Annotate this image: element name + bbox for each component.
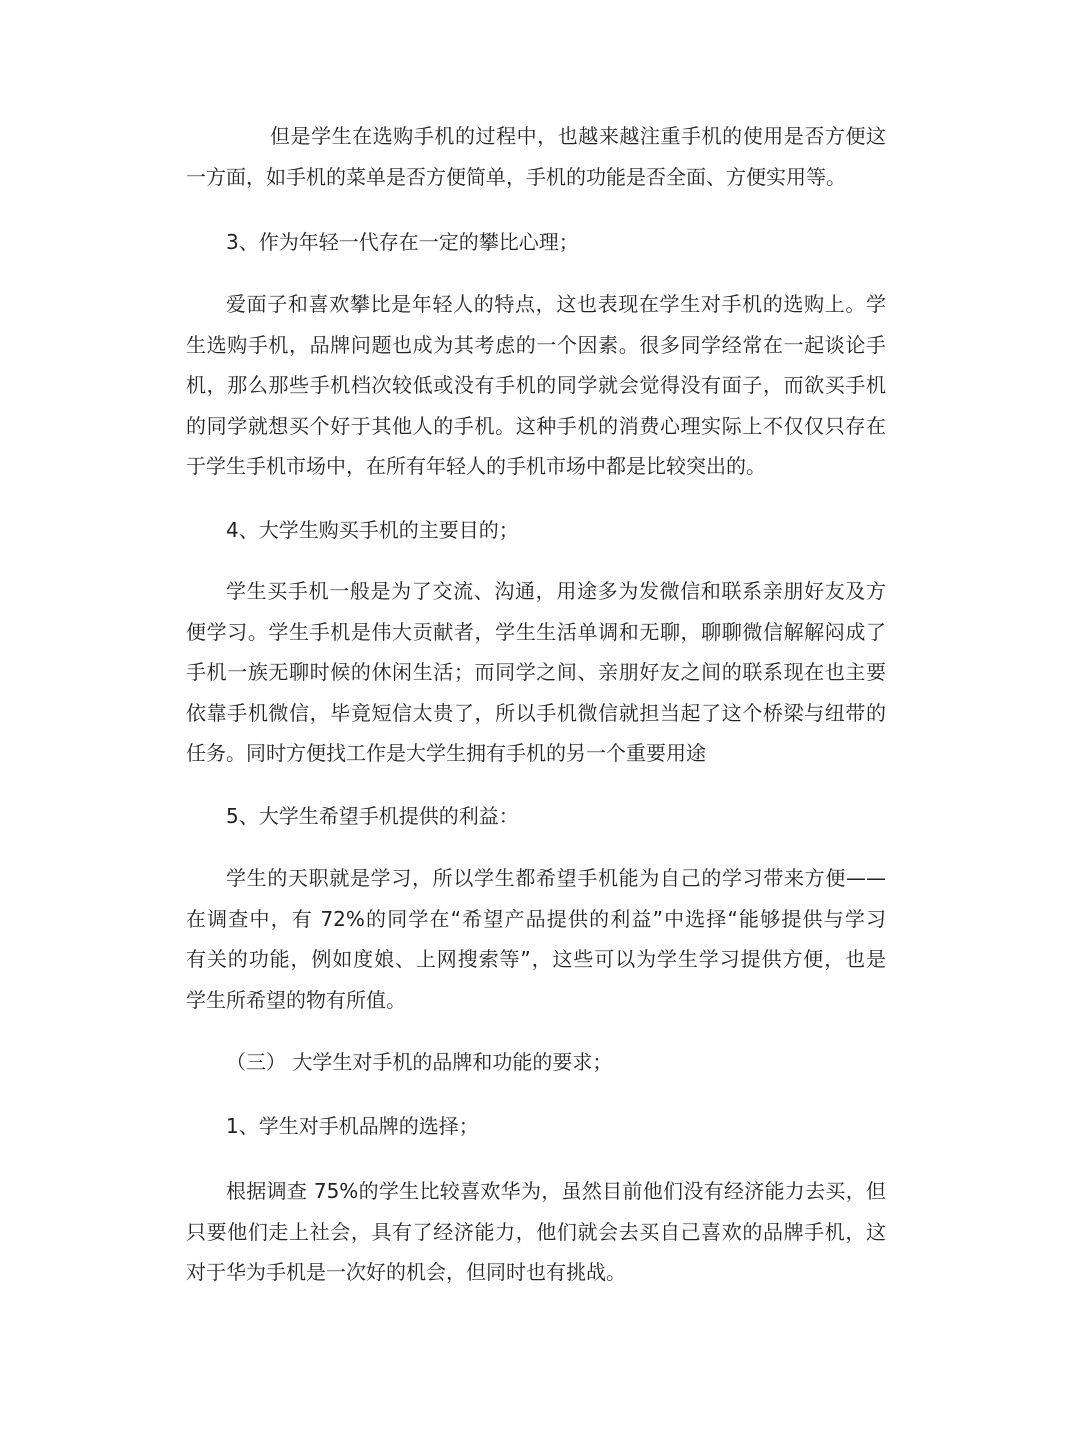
text-line: 一方面，如手机的菜单是否方便简单，手机的功能是否全面、方便实用等。 [186,164,846,189]
text-line: 便学习。学生手机是伟大贡献者，学生生活单调和无聊，聊聊微信解解闷成了 [186,619,886,644]
text-line: 依靠手机微信，毕竟短信太贵了，所以手机微信就担当起了这个桥梁与纽带的 [186,700,886,725]
paragraph-purchase-purpose [186,571,886,774]
paragraph-brand-choice [186,1171,886,1293]
text-line: 在调查中，有 72%的同学在“希望产品提供的利益”中选择“能够提供与学习 [186,906,886,931]
text-line: 爱面子和喜欢攀比是年轻人的特点，这也表现在学生对手机的选购上。学 [226,292,886,316]
paragraph-expected-benefits [186,858,886,1020]
heading-brand-choice: 1、学生对手机品牌的选择； [226,1114,479,1138]
heading-comparison-psychology: 3、作为年轻一代存在一定的攀比心理； [226,230,579,254]
text-line: 的同学就想买个好于其他人的手机。这种手机的消费心理实际上不仅仅只存在 [186,413,886,438]
text-line: 学生所希望的物有所值。 [186,987,406,1012]
text-line: 生选购手机，品牌问题也成为其考虑的一个因素。很多同学经常在一起谈论手 [186,332,886,357]
heading-expected-benefits: 5、大学生希望手机提供的利益： [226,804,519,828]
text-line: 有关的功能，例如度娘、上网搜索等”，这些可以为学生学习提供方便，也是 [186,947,886,971]
text-line: 学生的天职就是学习，所以学生都希望手机能为自己的学习带来方便—— [226,866,886,890]
text-line: 对于华为手机是一次好的机会，但同时也有挑战。 [186,1260,626,1284]
paragraph-face-and-comparison [186,284,886,487]
text-line: 于学生手机市场中，在所有年轻人的手机市场中都是比较突出的。 [186,454,766,478]
text-line: 机，那么那些手机档次较低或没有手机的同学就会觉得没有面子，而欲买手机 [186,373,886,397]
text-line: 学生买手机一般是为了交流、沟通，用途多为发微信和联系亲朋好友及方 [226,579,886,603]
paragraph-phone-usability [186,116,886,197]
heading-purchase-purpose: 4、大学生购买手机的主要目的； [226,518,519,542]
text-line: 任务。同时方便找工作是大学生拥有手机的另一个重要用途 [186,741,706,765]
text-line: 根据调查 75%的学生比较喜欢华为，虽然目前他们没有经济能力去买，但 [226,1179,886,1203]
text-line: 只要他们走上社会，具有了经济能力，他们就会去买自己喜欢的品牌手机，这 [186,1219,886,1244]
section-heading-brand-and-function: （三） 大学生对手机的品牌和功能的要求； [226,1050,613,1074]
text-line: 手机一族无聊时候的休闲生活；而同学之间、亲朋好友之间的联系现在也主要 [186,660,886,684]
text-line: 但是学生在选购手机的过程中，也越来越注重手机的使用是否方便这 [270,124,886,148]
